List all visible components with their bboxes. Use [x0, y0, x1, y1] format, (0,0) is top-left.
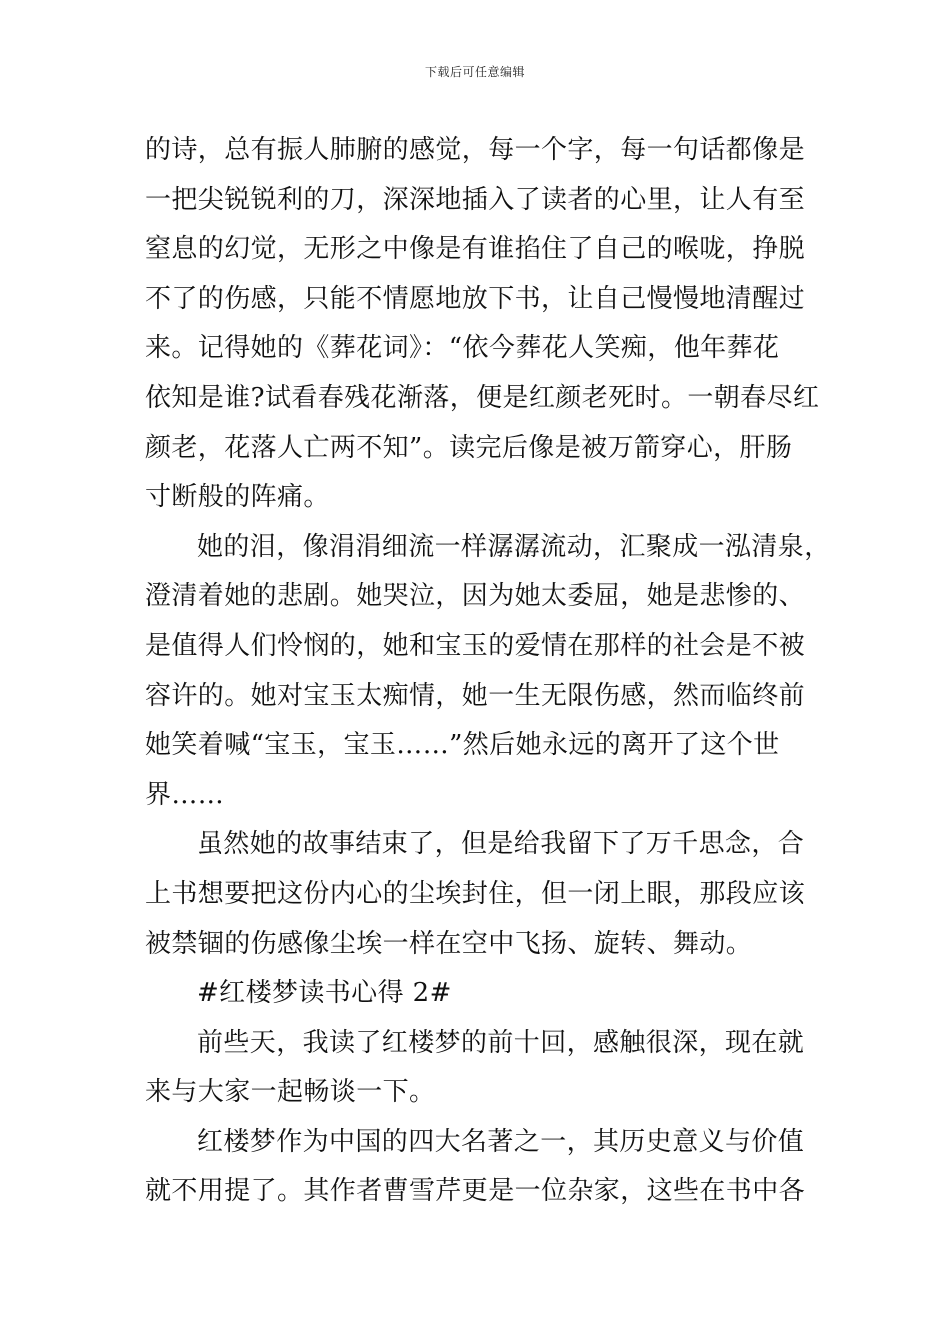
text-line: 的诗，总有振人肺腑的感觉，每一个字，每一句话都像是	[145, 135, 806, 165]
text-line: 来与大家一起畅谈一下。	[145, 1077, 436, 1108]
text-line: 颜老，花落人亡两不知”。读完后像是被万箭穿心，肝肠	[145, 432, 793, 463]
text-line: 她笑着喊“宝玉，宝玉……”然后她永远的离开了这个世	[145, 730, 780, 761]
document-body	[145, 126, 831, 1217]
text-line: 寸断般的阵痛。	[145, 482, 330, 513]
text-line: 容许的。她对宝玉太痴情，她一生无限伤感，然而临终前	[145, 680, 806, 711]
paragraph-start-line: 前些天，我读了红楼梦的前十回，感触很深，现在就	[197, 1027, 805, 1058]
text-line: 澄清着她的悲剧。她哭泣，因为她太委屈，她是悲惨的、	[145, 581, 806, 612]
text-line: 来。记得她的《葬花词》：“依今葬花人笑痴，他年葬花	[145, 333, 780, 364]
text-line: 被禁锢的伤感像尘埃一样在空中飞扬、旋转、舞动。	[145, 928, 753, 959]
text-line: 一把尖锐锐利的刀，深深地插入了读者的心里，让人有至	[145, 184, 806, 215]
text-line: 界……	[145, 779, 225, 810]
text-line: 上书想要把这份内心的尘埃封住，但一闭上眼，那段应该	[145, 878, 806, 909]
section-heading: #红楼梦读书心得 2#	[197, 978, 452, 1009]
page-header: 下载后可任意编辑	[424, 65, 525, 79]
text-line: 不了的伤感，只能不情愿地放下书，让自己慢慢地清醒过	[145, 283, 806, 314]
paragraph-start-line: 她的泪，像涓涓细流一样潺潺流动，汇聚成一泓清泉，	[197, 531, 831, 562]
text-line: 依知是谁?试看春残花渐落，便是红颜老死时。一朝春尽红	[145, 382, 820, 413]
text-line: 就不用提了。其作者曹雪芹更是一位杂家，这些在书中各	[145, 1176, 806, 1207]
text-line: 是值得人们怜悯的，她和宝玉的爱情在那样的社会是不被	[145, 630, 806, 661]
paragraph-start-line: 红楼梦作为中国的四大名著之一，其历史意义与价值	[197, 1126, 805, 1157]
paragraph-start-line: 虽然她的故事结束了，但是给我留下了万千思念，合	[197, 829, 805, 860]
text-line: 窒息的幻觉，无形之中像是有谁掐住了自己的喉咙，挣脱	[145, 234, 806, 265]
